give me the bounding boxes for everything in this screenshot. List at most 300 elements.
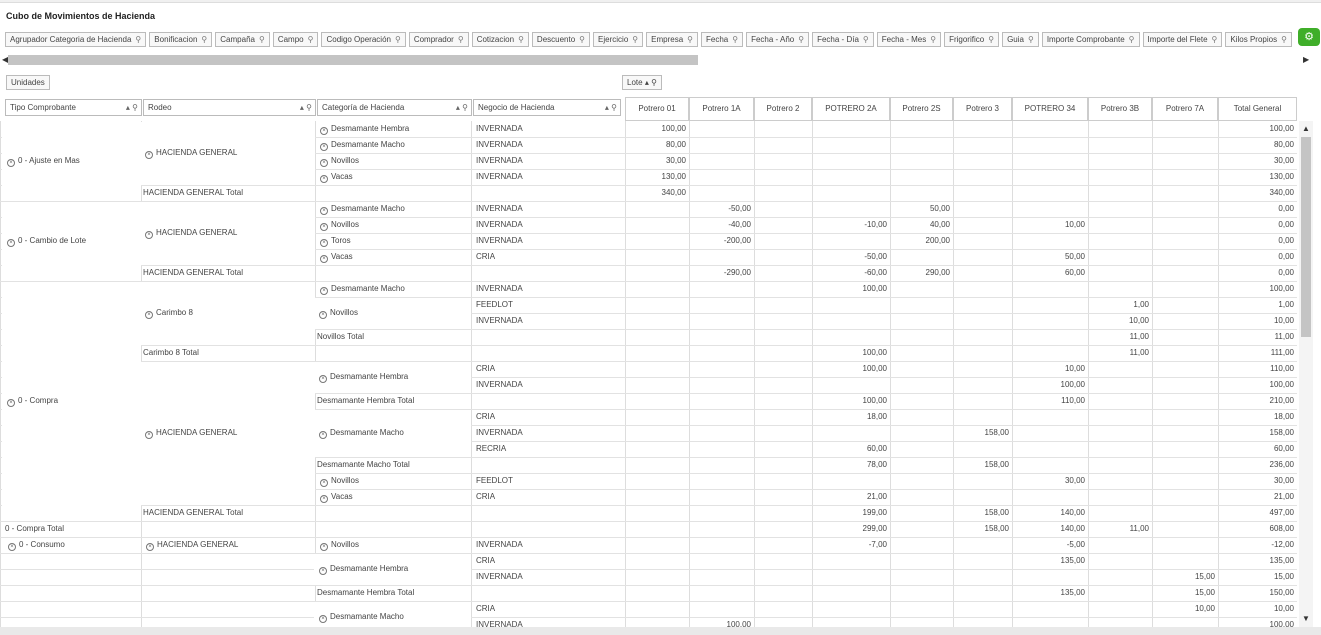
row-group-cell[interactable] (7, 233, 86, 249)
value-cell: 158,00 (984, 524, 1009, 533)
value-cell (625, 617, 689, 627)
filter-icon[interactable]: ⚲ (732, 35, 739, 44)
value-cell: 60,00 (1064, 268, 1085, 277)
value-cell (1088, 265, 1152, 281)
value-cell (890, 521, 953, 537)
value-cell: -10,00 (864, 220, 887, 229)
value-cell (953, 233, 1012, 249)
collapse-icon[interactable]: × (320, 495, 328, 503)
value-cell: 50,00 (929, 204, 950, 213)
collapse-icon[interactable]: × (320, 239, 328, 247)
filter-icon[interactable]: ⚲ (518, 35, 524, 44)
value-cell (953, 169, 1012, 185)
value-cell: 11,00 (1274, 332, 1294, 341)
collapse-icon[interactable]: × (320, 543, 328, 551)
row-field-header[interactable] (143, 99, 316, 116)
column-header[interactable]: Potrero 3B (1088, 97, 1152, 121)
column-field-label: Lote (627, 78, 643, 87)
value-cell (754, 361, 812, 377)
row-group-cell: × 0 - Consumo (8, 537, 144, 553)
value-cell: 158,00 (984, 508, 1009, 517)
scroll-right-icon[interactable]: ▶ (1303, 55, 1310, 64)
top-tab-strip (0, 0, 1321, 3)
scroll-up-icon[interactable]: ▲ (1302, 124, 1310, 133)
value-cell (625, 537, 689, 553)
collapse-icon[interactable]: × (320, 287, 328, 295)
value-cell (1088, 377, 1152, 393)
value-cell (890, 601, 953, 617)
row-group-cell[interactable] (145, 425, 237, 441)
value-cell (890, 153, 953, 169)
sort-asc-icon[interactable]: ▴ (644, 78, 649, 87)
value-cell (625, 281, 689, 297)
value-cell (1152, 233, 1218, 249)
collapse-icon[interactable]: × (7, 159, 15, 167)
collapse-icon[interactable]: × (320, 175, 328, 183)
value-cell (890, 361, 953, 377)
value-cell (689, 345, 754, 361)
collapse-icon[interactable]: × (319, 567, 327, 575)
value-cell (812, 617, 890, 627)
value-cell: 150,00 (1269, 588, 1294, 597)
value-cell (754, 505, 812, 521)
filter-icon[interactable]: ⚲ (798, 35, 805, 44)
value-cell (1152, 329, 1218, 345)
collapse-icon[interactable]: × (145, 151, 153, 159)
collapse-icon[interactable]: × (7, 239, 15, 247)
value-cell (890, 425, 953, 441)
vertical-scrollbar[interactable] (1299, 121, 1313, 627)
value-cell (812, 201, 890, 217)
collapse-icon[interactable]: × (320, 127, 328, 135)
value-cell: 10,00 (1064, 220, 1085, 229)
collapse-icon[interactable]: × (7, 399, 15, 407)
value-cell (953, 217, 1012, 233)
filter-field-chip[interactable] (646, 32, 698, 47)
filter-icon[interactable]: ⚲ (1128, 35, 1135, 44)
column-header[interactable]: POTRERO 2A (812, 97, 890, 121)
value-cell (625, 441, 689, 457)
value-cell (890, 249, 953, 265)
collapse-icon[interactable]: × (320, 143, 328, 151)
value-cell (890, 169, 953, 185)
value-cell: 78,00 (866, 460, 887, 469)
filter-field-chip[interactable] (746, 32, 809, 47)
sort-filter-icon[interactable]: ▴ ⚲ (125, 103, 138, 112)
value-cell: 130,00 (1269, 172, 1294, 181)
value-cell: 140,00 (1060, 508, 1085, 517)
filter-field-chip[interactable] (877, 32, 941, 47)
value-cell (890, 505, 953, 521)
filter-icon[interactable]: ⚲ (1211, 35, 1218, 44)
value-cell (754, 201, 812, 217)
value-cell: 11,00 (1129, 332, 1149, 341)
value-cell (754, 409, 812, 425)
value-cell (754, 185, 812, 201)
value-cell (625, 569, 689, 585)
row-group-cell: × Toros (320, 233, 474, 249)
value-cell (953, 297, 1012, 313)
value-cell (754, 249, 812, 265)
value-cell: 135,00 (1060, 556, 1085, 565)
row-group-cell[interactable] (319, 305, 358, 321)
value-cell (1152, 553, 1218, 569)
filter-field-chip[interactable] (944, 32, 999, 47)
value-cell: 100,00 (1269, 284, 1294, 293)
value-cell (754, 601, 812, 617)
value-cell (754, 137, 812, 153)
value-cell: 0,00 (1278, 268, 1294, 277)
collapse-icon[interactable]: × (145, 231, 153, 239)
collapse-icon[interactable]: × (320, 255, 328, 263)
value-cell (1152, 505, 1218, 521)
value-cell (953, 617, 1012, 627)
value-cell: 100,00 (862, 284, 887, 293)
collapse-icon[interactable]: × (320, 207, 328, 215)
negocio-cell: INVERNADA (476, 124, 523, 133)
gear-icon[interactable]: ⚙ (1298, 28, 1320, 46)
value-cell: 100,00 (726, 620, 751, 627)
value-cell (754, 585, 812, 601)
value-cell (1088, 537, 1152, 553)
value-cell (1152, 185, 1218, 201)
negocio-cell: FEEDLOT (476, 476, 513, 485)
value-cell (953, 377, 1012, 393)
value-cell (1088, 217, 1152, 233)
value-cell (689, 169, 754, 185)
row-group-cell[interactable] (319, 425, 404, 441)
value-cell: 110,00 (1061, 396, 1085, 405)
collapse-icon[interactable]: × (319, 431, 327, 439)
row-field-header[interactable] (317, 99, 472, 116)
row-group-cell[interactable] (319, 609, 404, 625)
value-cell (754, 153, 812, 169)
row-group-cell: × Desmamante Hembra (320, 121, 474, 137)
filter-field-chip[interactable] (5, 32, 146, 47)
filter-field-chip[interactable] (1002, 32, 1039, 47)
value-cell: 18,00 (1273, 412, 1294, 421)
filter-icon[interactable]: ⚲ (579, 35, 586, 44)
value-cell (890, 473, 953, 489)
value-cell (689, 297, 754, 313)
row-group-label: 0 - Cambio de Lote (18, 236, 87, 245)
value-cell (953, 137, 1012, 153)
collapse-icon[interactable]: × (319, 311, 327, 319)
value-cell (1012, 425, 1088, 441)
row-group-cell: × Novillos (320, 473, 474, 489)
value-cell: 30,00 (1273, 476, 1294, 485)
column-header[interactable]: Total General (1218, 97, 1297, 121)
value-cell (625, 457, 689, 473)
row-field-header[interactable] (473, 99, 621, 116)
row-total-label: HACIENDA GENERAL Total (143, 268, 244, 277)
value-cell (1012, 281, 1088, 297)
negocio-cell: CRIA (476, 252, 496, 261)
value-cell: 158,00 (984, 460, 1009, 469)
value-cell (1012, 185, 1088, 201)
negocio-cell: CRIA (476, 604, 496, 613)
value-cell (1152, 345, 1218, 361)
value-cell: 0,00 (1278, 236, 1294, 245)
filter-icon[interactable]: ⚲ (651, 78, 657, 87)
column-header[interactable]: Potrero 01 (625, 97, 689, 121)
row-group-label: Desmamante Hembra (330, 372, 409, 381)
value-cell (689, 473, 754, 489)
data-field-chip[interactable]: Unidades (6, 75, 50, 90)
value-cell (812, 233, 890, 249)
filter-field-label: Bonificacion (154, 35, 198, 44)
collapse-icon[interactable]: × (319, 375, 327, 383)
filter-field-chip[interactable] (701, 32, 743, 47)
value-cell (689, 377, 754, 393)
row-group-cell: × Novillos (320, 153, 474, 169)
row-field-header[interactable] (5, 99, 142, 116)
collapse-icon[interactable]: × (146, 543, 154, 551)
value-cell: 236,00 (1269, 460, 1294, 469)
scroll-down-icon[interactable]: ▼ (1302, 614, 1310, 623)
value-cell (1152, 297, 1218, 313)
value-cell: 299,00 (862, 524, 887, 533)
column-header[interactable]: POTRERO 34 (1012, 97, 1088, 121)
value-cell (689, 137, 754, 153)
collapse-icon[interactable]: × (8, 543, 16, 551)
value-cell: 0,00 (1278, 204, 1294, 213)
value-cell: 10,00 (1273, 316, 1294, 325)
value-cell (625, 489, 689, 505)
filter-field-chip[interactable] (593, 32, 643, 47)
filter-field-chip[interactable] (532, 32, 590, 47)
scroll-thumb[interactable] (1301, 137, 1311, 337)
value-cell (890, 329, 953, 345)
value-cell (754, 569, 812, 585)
row-group-cell[interactable] (7, 393, 58, 409)
value-cell: 15,00 (1194, 588, 1215, 597)
row-group-cell[interactable] (319, 369, 408, 385)
collapse-icon[interactable]: × (145, 311, 153, 319)
value-cell: 15,00 (1194, 572, 1215, 581)
value-cell (812, 569, 890, 585)
filter-field-label: Agrupador Categoria de Hacienda (10, 35, 132, 44)
value-cell (625, 361, 689, 377)
value-cell (812, 329, 890, 345)
value-cell: 200,00 (925, 236, 950, 245)
value-cell (953, 249, 1012, 265)
value-cell (625, 505, 689, 521)
filter-field-label: Fecha (706, 35, 729, 44)
row-group-cell[interactable] (145, 145, 237, 161)
filter-icon[interactable]: ⚲ (862, 35, 869, 44)
value-cell (754, 537, 812, 553)
value-cell (754, 489, 812, 505)
value-cell: 11,00 (1129, 348, 1149, 357)
column-header[interactable]: Potrero 1A (689, 97, 754, 121)
value-cell (1152, 265, 1218, 281)
value-cell (1152, 169, 1218, 185)
value-cell: 340,00 (661, 188, 686, 197)
filter-field-chip[interactable] (215, 32, 270, 47)
value-cell (625, 585, 689, 601)
row-group-label: Desmamante Hembra (330, 564, 409, 573)
value-cell (1088, 185, 1152, 201)
value-cell: 497,00 (1269, 508, 1294, 517)
value-cell (1088, 233, 1152, 249)
filter-icon[interactable]: ⚲ (307, 35, 314, 44)
filter-field-chip[interactable] (1225, 32, 1292, 47)
value-cell (890, 441, 953, 457)
value-cell (953, 265, 1012, 281)
filter-field-chip[interactable] (149, 32, 212, 47)
filter-icon[interactable]: ⚲ (394, 35, 401, 44)
value-cell (890, 137, 953, 153)
value-cell (754, 457, 812, 473)
filter-field-chip[interactable] (409, 32, 469, 47)
value-cell (890, 121, 953, 137)
column-header[interactable]: Potrero 7A (1152, 97, 1218, 121)
value-cell (1088, 393, 1152, 409)
negocio-cell: INVERNADA (476, 380, 523, 389)
value-cell (689, 537, 754, 553)
value-cell (625, 249, 689, 265)
filter-icon[interactable]: ⚲ (930, 35, 937, 44)
row-group-cell: × Novillos (320, 217, 474, 233)
row-group-cell[interactable] (145, 305, 193, 321)
value-cell: 21,00 (1273, 492, 1294, 501)
collapse-icon[interactable]: × (320, 159, 328, 167)
value-cell (754, 169, 812, 185)
row-group-cell[interactable] (319, 561, 408, 577)
value-cell (1152, 473, 1218, 489)
value-cell (812, 313, 890, 329)
filter-field-label: Empresa (651, 35, 684, 44)
scroll-left-icon[interactable]: ◀ (2, 55, 9, 64)
negocio-cell: INVERNADA (476, 316, 523, 325)
value-cell (1088, 169, 1152, 185)
column-header[interactable]: Potrero 2 (754, 97, 812, 121)
filter-icon[interactable]: ⚲ (1281, 35, 1287, 44)
row-total-label: Desmamante Macho Total (317, 460, 410, 469)
value-cell: 158,00 (984, 428, 1009, 437)
sort-filter-icon[interactable]: ▴ ⚲ (604, 103, 617, 112)
value-cell (812, 121, 890, 137)
row-total-label: HACIENDA GENERAL Total (143, 188, 244, 197)
value-cell (1088, 121, 1152, 137)
row-group-cell: × Desmamante Macho (320, 281, 474, 297)
filter-field-chip[interactable] (472, 32, 529, 47)
value-cell (1088, 441, 1152, 457)
filter-icon[interactable]: ⚲ (135, 35, 142, 44)
value-cell: 40,00 (929, 220, 950, 229)
row-total-label: Novillos Total (317, 332, 364, 341)
filter-icon[interactable]: ⚲ (1027, 35, 1034, 44)
value-cell (953, 473, 1012, 489)
column-header[interactable]: Potrero 3 (953, 97, 1012, 121)
filter-field-chip[interactable] (321, 32, 405, 47)
value-cell (689, 553, 754, 569)
negocio-cell: RECRIA (476, 444, 507, 453)
value-cell (1088, 361, 1152, 377)
value-cell (953, 441, 1012, 457)
filter-icon[interactable]: ⚲ (258, 35, 265, 44)
collapse-icon[interactable]: × (320, 223, 328, 231)
horizontal-scrollbar[interactable] (0, 53, 1313, 67)
value-cell (1012, 153, 1088, 169)
row-group-cell[interactable] (145, 225, 237, 241)
negocio-cell: INVERNADA (476, 220, 523, 229)
row-group-label: HACIENDA GENERAL (156, 148, 238, 157)
filter-field-chip[interactable] (1143, 32, 1223, 47)
filter-icon[interactable]: ⚲ (201, 35, 208, 44)
row-group-cell[interactable] (7, 153, 80, 169)
value-cell (953, 361, 1012, 377)
sort-filter-icon[interactable]: ▴ ⚲ (299, 103, 312, 112)
value-cell: 199,00 (862, 508, 887, 517)
filter-icon[interactable]: ⚲ (457, 35, 464, 44)
value-cell: -50,00 (864, 252, 887, 261)
value-cell (754, 217, 812, 233)
value-cell (754, 329, 812, 345)
value-cell: 30,00 (1273, 156, 1294, 165)
row-group-label: Novillos (330, 308, 359, 317)
scroll-thumb[interactable] (8, 55, 698, 65)
row-group-label: Carimbo 8 (156, 308, 193, 317)
value-cell: -40,00 (728, 220, 751, 229)
filter-field-chip[interactable] (273, 32, 319, 47)
column-header[interactable]: Potrero 2S (890, 97, 953, 121)
value-cell (1152, 617, 1218, 627)
sort-filter-icon[interactable]: ▴ ⚲ (455, 103, 468, 112)
value-cell (689, 489, 754, 505)
value-cell: 10,00 (1064, 364, 1085, 373)
row-group-cell: × Vacas (320, 249, 474, 265)
value-cell (689, 313, 754, 329)
filter-field-chip[interactable] (1042, 32, 1140, 47)
filter-field-label: Fecha - Año (751, 35, 795, 44)
value-cell (1152, 377, 1218, 393)
value-cell (754, 425, 812, 441)
filter-field-chip[interactable] (812, 32, 874, 47)
value-cell (754, 121, 812, 137)
column-field-chip[interactable] (622, 75, 662, 90)
value-cell (890, 297, 953, 313)
row-group-cell: × Desmamante Macho (320, 137, 474, 153)
row-group-cell: × Vacas (320, 489, 474, 505)
value-cell (689, 601, 754, 617)
value-cell (1012, 457, 1088, 473)
value-cell (953, 585, 1012, 601)
value-cell (890, 185, 953, 201)
collapse-icon[interactable]: × (145, 431, 153, 439)
row-group-label: Desmamante Macho (330, 428, 404, 437)
value-cell (1088, 249, 1152, 265)
value-cell: 30,00 (1064, 476, 1085, 485)
row-total-label: 0 - Compra Total (5, 524, 64, 533)
value-cell (689, 409, 754, 425)
collapse-icon[interactable]: × (319, 615, 327, 623)
value-cell (689, 185, 754, 201)
value-cell (1152, 137, 1218, 153)
filter-icon[interactable]: ⚲ (632, 35, 639, 44)
value-cell (890, 409, 953, 425)
filter-icon[interactable]: ⚲ (687, 35, 693, 44)
value-cell (689, 153, 754, 169)
value-cell: 18,00 (866, 412, 887, 421)
collapse-icon[interactable]: × (320, 479, 328, 487)
value-cell (1152, 489, 1218, 505)
value-cell: 0,00 (1278, 220, 1294, 229)
row-group-label: HACIENDA GENERAL (156, 228, 238, 237)
filter-icon[interactable]: ⚲ (988, 35, 995, 44)
value-cell (953, 569, 1012, 585)
